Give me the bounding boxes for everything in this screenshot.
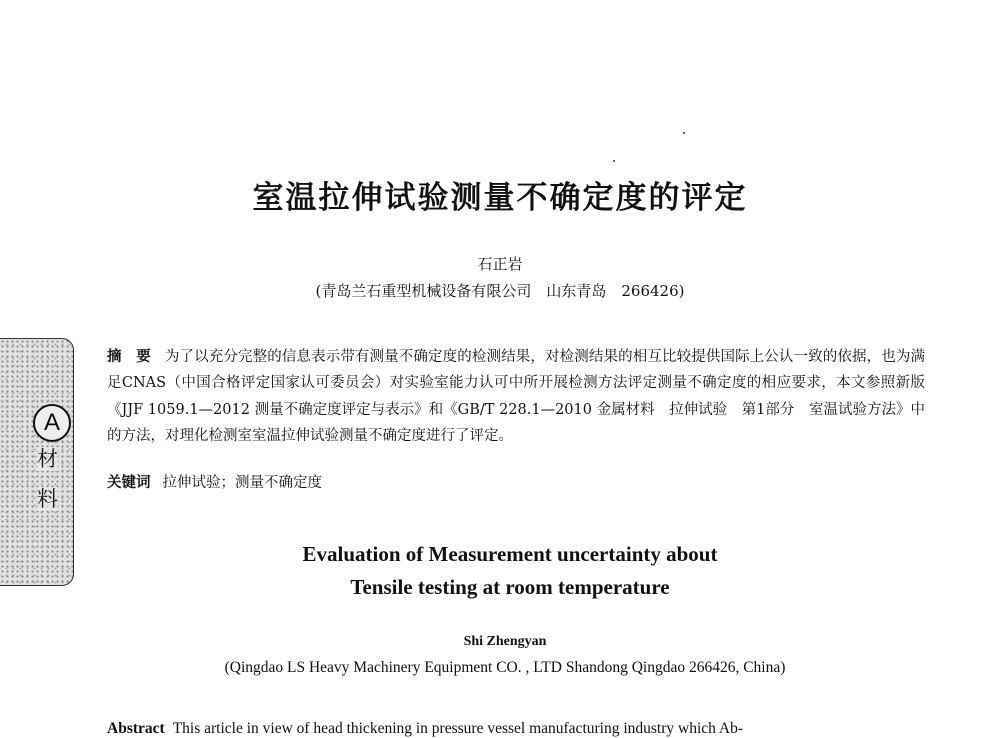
title-en-line1: Evaluation of Measurement uncertainty about — [302, 542, 718, 566]
affiliation-cn: (青岛兰石重型机械设备有限公司 山东青岛 266426) — [315, 282, 685, 300]
scan-speck — [613, 160, 615, 162]
side-tab-char: 料 — [37, 487, 58, 511]
circled-a-icon: A — [33, 404, 71, 442]
author-en: Shi Zhengyan — [463, 634, 547, 649]
scan-speck — [683, 132, 685, 134]
keywords-text-cn: 拉伸试验；测量不确定度 — [162, 475, 322, 491]
paper-title-en — [0, 538, 1000, 604]
abstract-label-en: Abstract — [107, 720, 165, 737]
abstract-text-cn: 为了以充分完整的信息表示带有测量不确定度的检测结果，对检测结果的相互比较提供国际上公认一致的依据，也为满足CNAS（中国合格评定国家认可委员会）对实验室能力认可中所开展检测方法评定测量不确定度的相应要求，本文参照新版《JJF 1059.1—2012 测量不确定度评定与表示》和《GB/T 228.1—2010 金属材料 拉伸试验 第1部分 室温试验方法》中的方法，对理化检测室室温拉伸试验测量不确定度进行了评定。 — [107, 349, 926, 444]
abstract-text-en: This article in view of head thickening in pressure vessel manufacturing industry which Ab- — [172, 720, 744, 737]
paper-title-cn: 室温拉伸试验测量不确定度的评定 — [252, 180, 748, 216]
abstract-cn — [107, 344, 925, 449]
side-tab-char: 材 — [37, 447, 58, 471]
affiliation-en: (Qingdao LS Heavy Machinery Equipment CO. , LTD Shandong Qingdao 266426, China) — [224, 659, 786, 676]
author-cn: 石正岩 — [477, 255, 523, 273]
abstract-en — [107, 720, 927, 738]
title-en-line2: Tensile testing at room temperature — [350, 575, 670, 599]
keywords-label-cn: 关键词 — [107, 474, 151, 491]
keywords-cn — [107, 471, 322, 492]
abstract-label-cn: 摘 要 — [107, 348, 151, 365]
